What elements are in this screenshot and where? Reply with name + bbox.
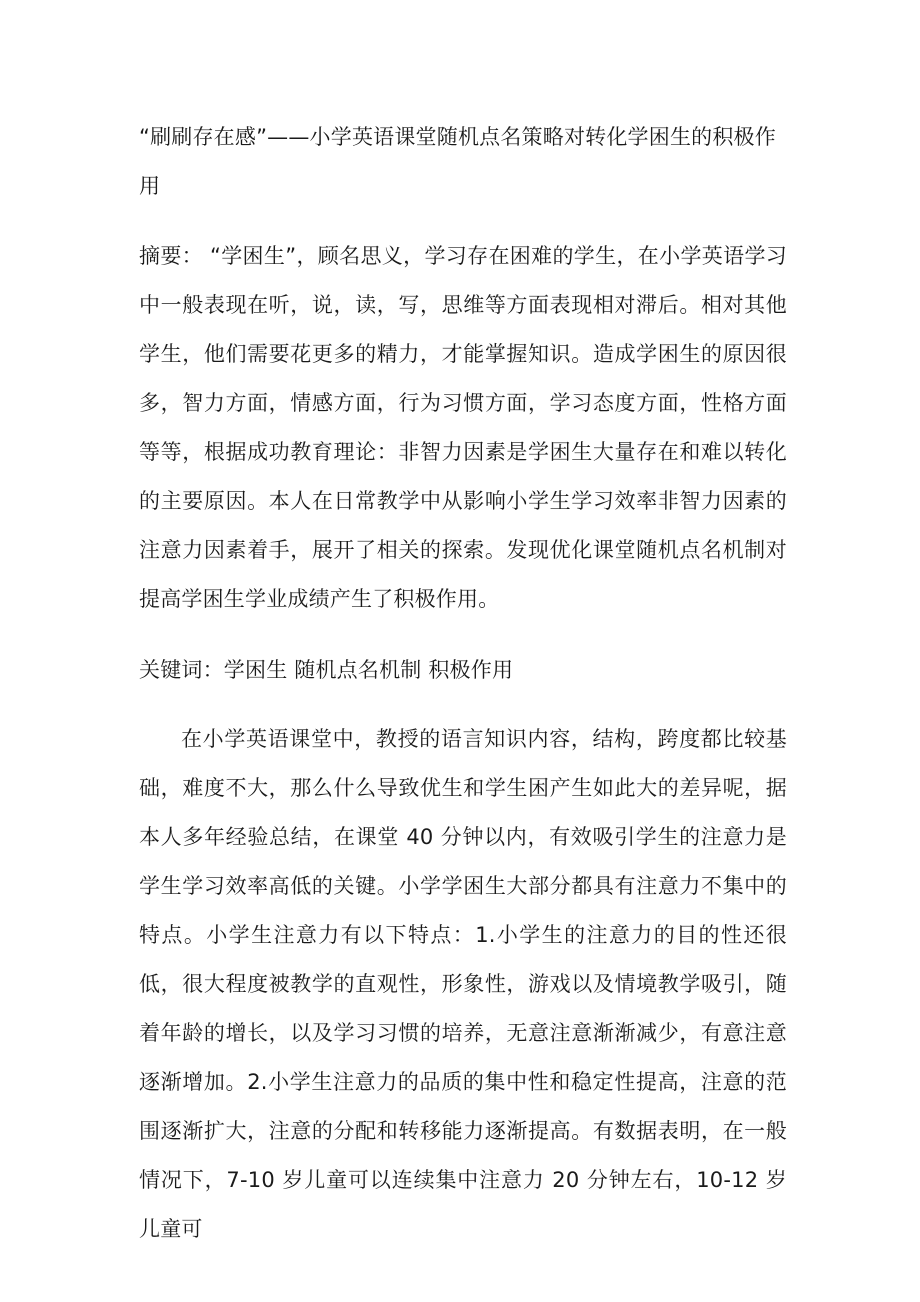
document-title: “刷刷存在感”——小学英语课堂随机点名策略对转化学困生的积极作用 (139, 125, 776, 198)
document-content (139, 113, 787, 1254)
body-paragraph: 在小学英语课堂中，教授的语言知识内容，结构，跨度都比较基础，难度不大，那么什么导致优生和学生困产生如此大的差异呢，据本人多年经验总结，在课堂 40 分钟以内，有效吸引学生的注意力是学生学习效率高低的关键。小学学困生大部分都具有注意力不集中的特点。小学生注意力有以下特点：1.小学生的注意力的目的性还很低，很大程度被教学的直观性，形象性，游戏以及情境教学吸引，随着年龄的增长，以及学习习惯的培养，无意注意渐渐减少，有意注意逐渐增加。2.小学生注意力的品质的集中性和稳定性提高，注意的范围逐渐扩大，注意的分配和转移能力逐渐提高。有数据表明，在一般情况下，7-10 岁儿童可以连续集中注意力 20 分钟左右，10-12 岁儿童可 (139, 727, 787, 1241)
keywords-line: 关键词：学困生 随机点名机制 积极作用 (139, 658, 514, 682)
abstract-paragraph: 摘要： “学困生”，顾名思义，学习存在困难的学生，在小学英语学习中一般表现在听，说，读，写，思维等方面表现相对滞后。相对其他学生，他们需要花更多的精力，才能掌握知识。造成学困生的原因很多，智力方面，情感方面，行为习惯方面，学习态度方面，性格方面等等，根据成功教育理论：非智力因素是学困生大量存在和难以转化的主要原因。本人在日常教学中从影响小学生学习效率非智力因素的注意力因素着手，展开了相关的探索。发现优化课堂随机点名机制对提高学困生学业成绩产生了积极作用。 (139, 244, 787, 611)
